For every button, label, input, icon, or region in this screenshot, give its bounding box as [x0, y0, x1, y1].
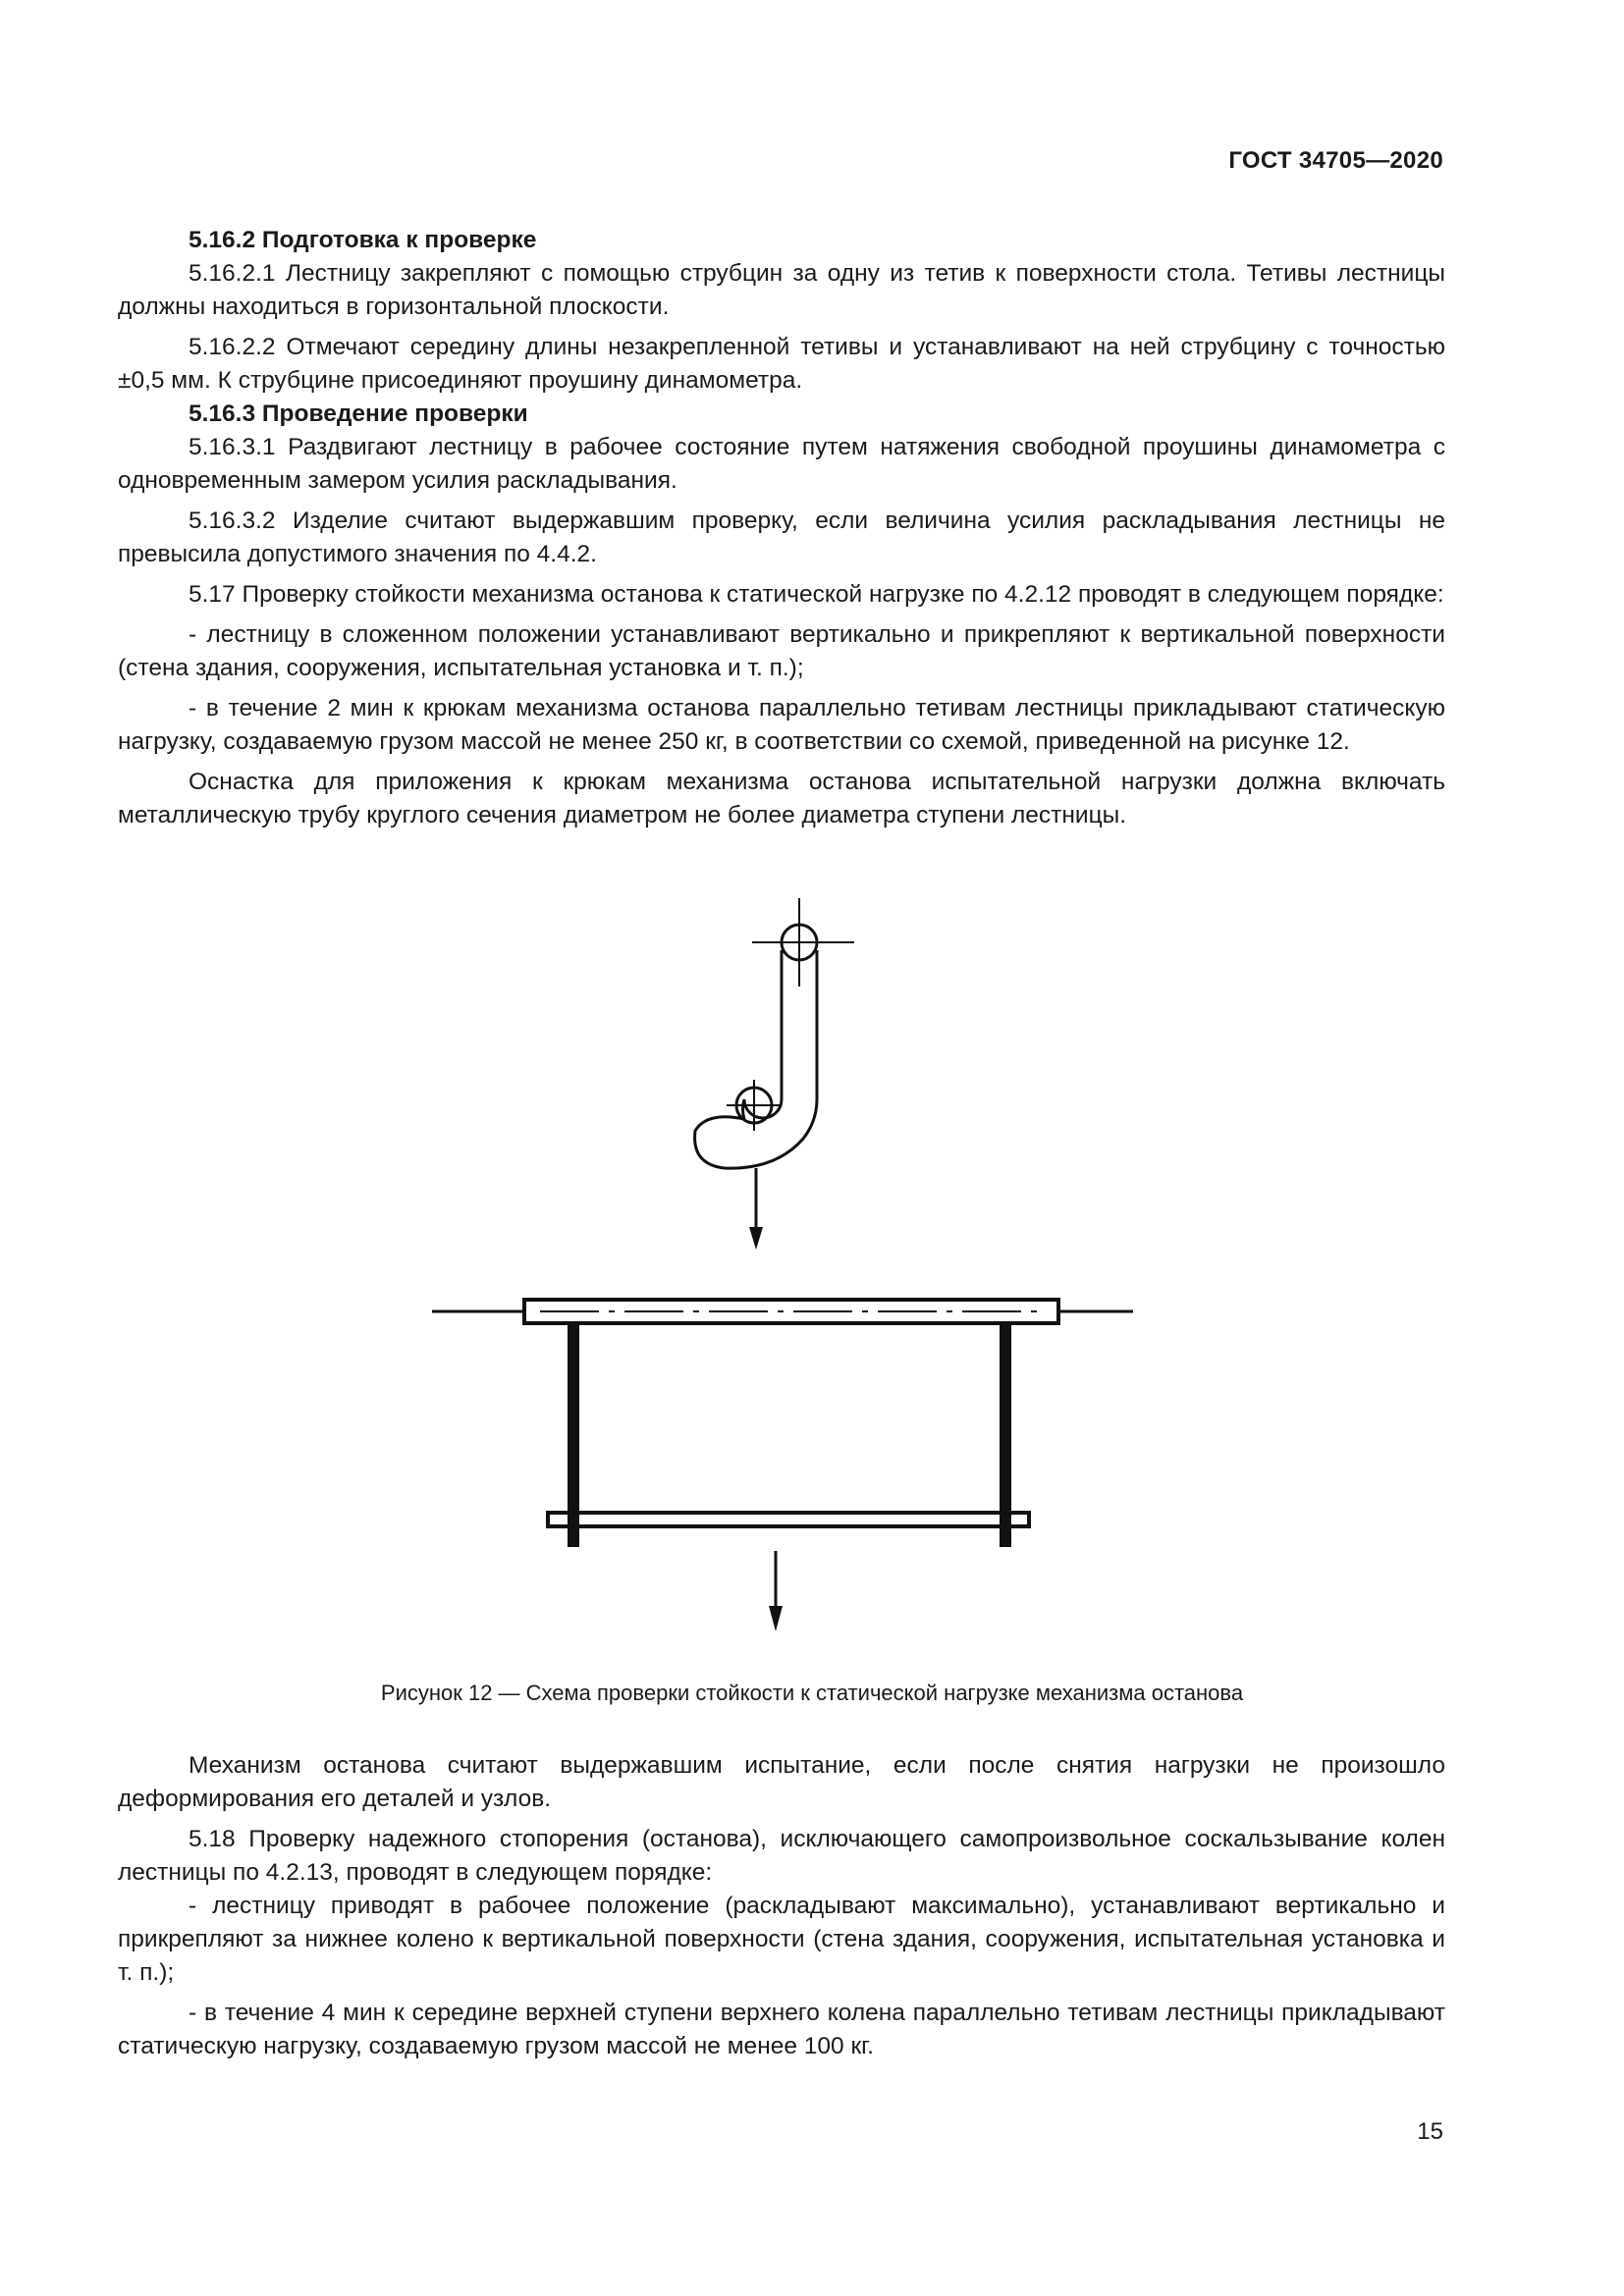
paragraph: 5.17 Проверку стойкости механизма останова к статической нагрузке по 4.2.12 проводят в следующем порядке:	[189, 581, 1444, 608]
figure-caption: Рисунок 12 — Схема проверки стойкости к статической нагрузке механизма останова	[380, 1681, 1244, 1705]
paragraph: 5.18 Проверку надежного стопорения (останова), исключающего самопроизвольное соскальзывание колен лестницы по 4.2.13, проводят в следующем порядке:	[118, 1826, 1445, 1886]
body-text-upper	[118, 224, 1445, 832]
paragraph: 5.16.3.1 Раздвигают лестницу в рабочее состояние путем натяжения свободной проушины динамометра с одновременным замером усилия раскладывания.	[118, 434, 1445, 494]
figure-12-diagram	[0, 883, 1624, 1659]
list-item: - лестницу приводят в рабочее положение (раскладывают максимально), устанавливают вертикально и прикрепляют за нижнее колено к вертикальной поверхности (стена здания, сооружения, испытательная установка и т. п.);	[118, 1893, 1445, 1986]
load-arrow-lower	[769, 1551, 783, 1631]
paragraph: 5.16.2.2 Отмечают середину длины незакрепленной тетивы и устанавливают на ней струбцину с точностью ±0,5 мм. К струбцине присоединяют проушину динамометра.	[118, 334, 1445, 394]
list-item: - лестницу в сложенном положении устанавливают вертикально и прикрепляют к вертикальной поверхности (стена здания, сооружения, испытательная установка и т. п.);	[118, 621, 1445, 681]
page-number: 15	[1417, 2118, 1443, 2145]
paragraph: 5.16.3.2 Изделие считают выдержавшим проверку, если величина усилия раскладывания лестницы не превысила допустимого значения по 4.4.2.	[118, 507, 1445, 567]
paragraph: 5.16.2.1 Лестницу закрепляют с помощью струбцин за одну из тетив к поверхности стола. Тетивы лестницы должны находиться в горизонтальной плоскости.	[118, 260, 1445, 320]
document-code: ГОСТ 34705—2020	[1228, 147, 1443, 174]
subsection-heading: 5.16.3 Проведение проверки	[189, 400, 528, 427]
lower-crossbar	[548, 1513, 1029, 1547]
upper-crossbar	[432, 1300, 1133, 1323]
subsection-heading: 5.16.2 Подготовка к проверке	[189, 227, 537, 253]
list-item: - в течение 4 мин к середине верхней ступени верхнего колена параллельно тетивам лестницы прикладывают статическую нагрузку, создаваемую грузом массой не менее 100 кг.	[118, 2000, 1445, 2059]
body-text-lower	[118, 1749, 1445, 2063]
list-item: - в течение 2 мин к крюкам механизма останова параллельно тетивам лестницы прикладывают статическую нагрузку, создаваемую грузом массой не менее 250 кг, в соответствии со схемой, приведенной на рисунке 12.	[118, 695, 1445, 755]
load-arrow-upper	[749, 1168, 763, 1250]
paragraph: Оснастка для приложения к крюкам механизма останова испытательной нагрузки должна включать металлическую трубу круглого сечения диаметром не более диаметра ступени лестницы.	[118, 769, 1445, 828]
paragraph: Механизм останова считают выдержавшим испытание, если после снятия нагрузки не произошло деформирования его деталей и узлов.	[118, 1752, 1445, 1812]
